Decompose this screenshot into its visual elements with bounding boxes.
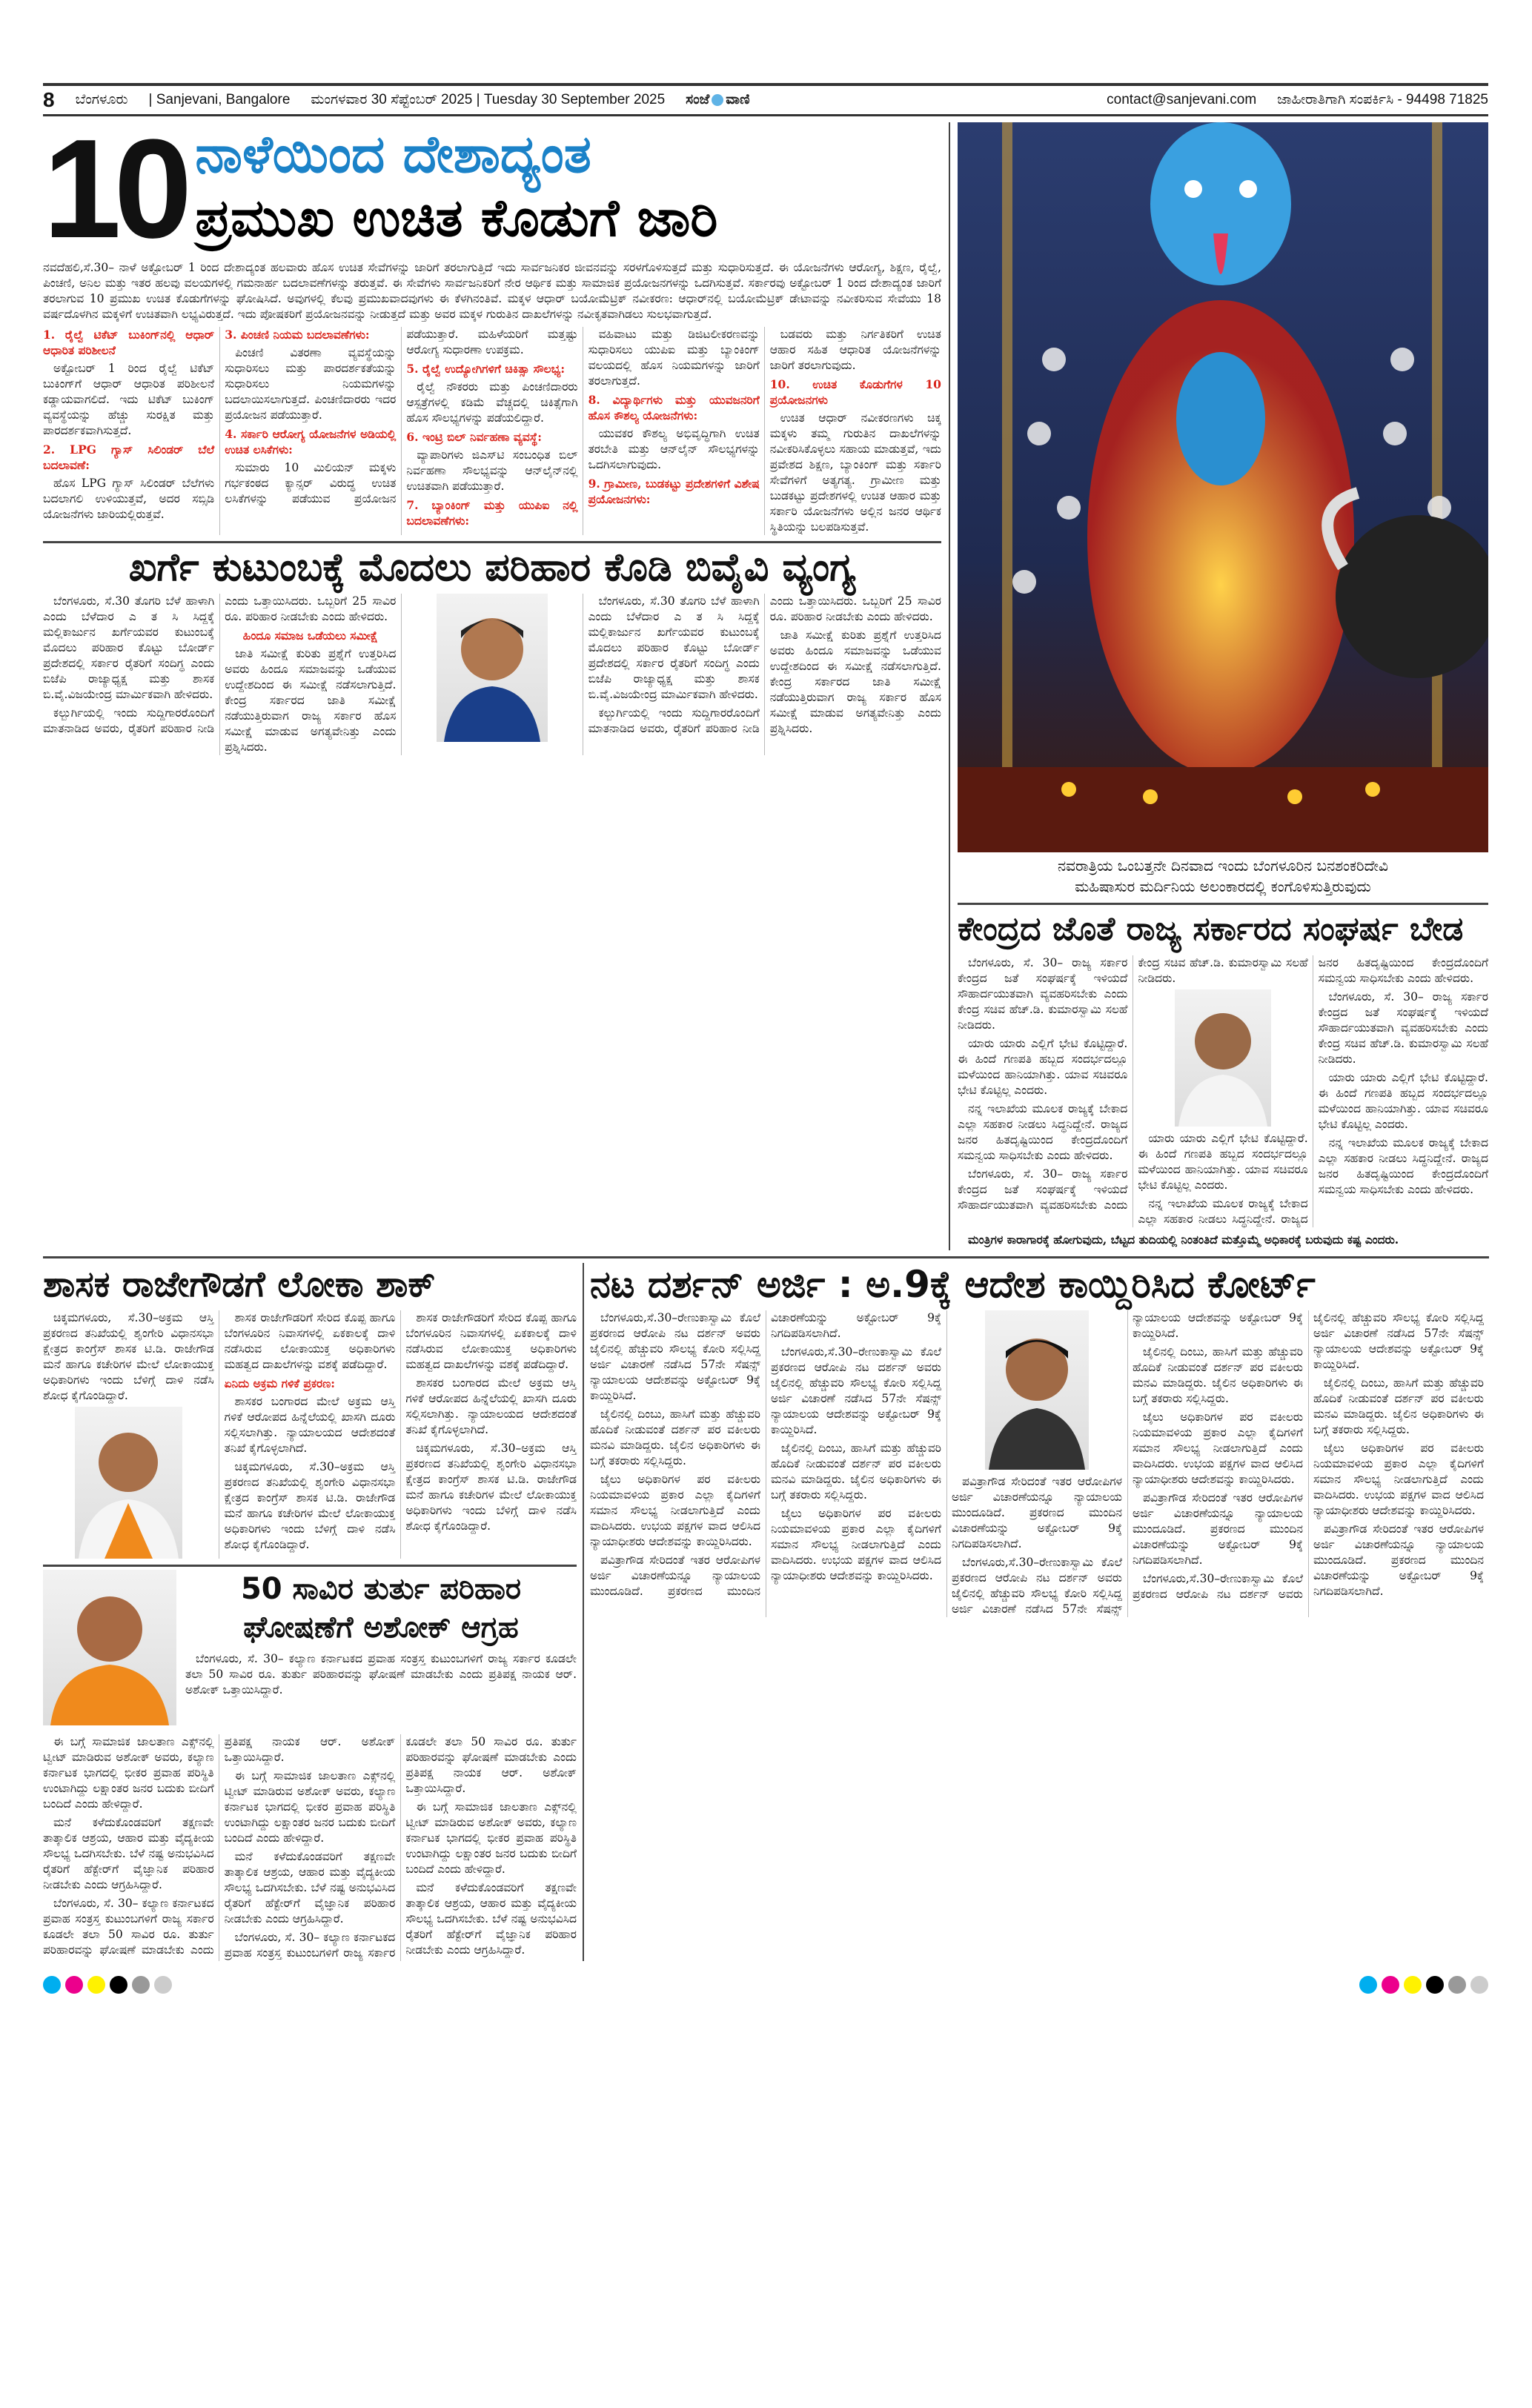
paragraph: ಬೆಂಗಳೂರು,ಸೆ.30–ರೇಣುಕಾಸ್ವಾಮಿ ಕೊಲೆ ಪ್ರಕರಣದ ಆರೋಪಿ ನಟ ದರ್ಶನ್ ಅವರು ಜೈಲಿನಲ್ಲಿ ಹೆಚ್ಚುವರಿ ಸೌಲಭ್ಯ ಕೋರಿ ಸಲ್ಲಿಸಿದ್ದ ಅರ್ಜಿ ವಿಚಾರಣೆ ನಡೆಸಿದ 57ನೇ ಸೆಷನ್ಸ್ ನ್ಯಾಯಾಲಯ ಆದೇಶವನ್ನು ಅಕ್ಟೋಬರ್ 9ಕ್ಕೆ ಕಾಯ್ದಿರಿಸಿದೆ.: [952, 1311, 1303, 1616]
lead-item-title: 8. ವಿದ್ಯಾರ್ಥಿಗಳು ಮತ್ತು ಯುವಜನರಿಗೆ ಹೊಸ ಕೌಶಲ್ಯ ಯೋಜನೆಗಳು:: [588, 393, 760, 422]
right-column-bottom: [590, 1263, 1484, 1961]
lead-headline-line1: ನಾಳೆಯಿಂದ ದೇಶಾದ್ಯಂತ: [195, 124, 591, 185]
paragraph: ಬೆಂಗಳೂರು, ಸೆ.30 ತೊಗರಿ ಬೆಳೆ ಹಾಳಾಗಿ ಎಂದು ಬೆಳೆದಾರ ಎ ತ ಸಿ ಸಿದ್ದಕ್ಕೆ ಮಲ್ಲಿಕಾರ್ಜುನ ಖರ್ಗೆಯವರ ಕುಟುಂಬಕ್ಕೆ ಮೊದಲು ಪರಿಹಾರ ಕೊಟ್ಟು ಬೋರ್ಡ್ ಪ್ರದೇಶದಲ್ಲಿ ಸರ್ಕಾರ ರೈತರಿಗೆ ಸಂದಿಗ್ಧ ಎಂದು ಬಿಜೆಪಿ ರಾಜ್ಯಾಧ್ಯಕ್ಷ ಮತ್ತು ಶಾಸಕ ಬಿ.ವೈ.ವಿಜಯೇಂದ್ರ ಮಾರ್ಮಿಕವಾಗಿ ಹೇಳಿದರು.: [43, 594, 215, 701]
registration-dot: [65, 1976, 83, 1994]
date: ಮಂಗಳವಾರ 30 ಸೆಪ್ಟೆಂಬರ್ 2025 | Tuesday 30 September 2025: [311, 92, 666, 107]
ad-contact: ಜಾಹೀರಾತಿಗಾಗಿ ಸಂಪರ್ಕಿಸಿ - 94498 71825: [1277, 92, 1488, 107]
paragraph: ಈ ಬಗ್ಗೆ ಸಾಮಾಜಿಕ ಜಾಲತಾಣ ಎಕ್ಸ್‌ನಲ್ಲಿ ಟ್ವೀಟ್ ಮಾಡಿರುವ ಅಶೋಕ್ ಅವರು, ಕಲ್ಯಾಣ ಕರ್ನಾಟಕ ಭಾಗದಲ್ಲಿ ಭೀಕರ ಪ್ರವಾಹ ಪರಿಸ್ಥಿತಿ ಉಂಟಾಗಿದ್ದು ಲಕ್ಷಾಂತರ ಜನರ ಬದುಕು ಬೀದಿಗೆ ಬಂದಿದೆ ಎಂದು ಹೇಳಿದ್ದಾರೆ.: [405, 1800, 577, 1876]
paragraph: ಜೈಲಿನಲ್ಲಿ ದಿಂಬು, ಹಾಸಿಗೆ ಮತ್ತು ಹೆಚ್ಚುವರಿ ಹೊದಿಕೆ ನೀಡುವಂತೆ ದರ್ಶನ್ ಪರ ವಕೀಲರು ಮನವಿ ಮಾಡಿದ್ದರು. ಜೈಲಿನ ಅಧಿಕಾರಿಗಳು ಈ ಬಗ್ಗೆ ತಕರಾರು ಸಲ್ಲಿಸಿದ್ದರು.: [771, 1442, 941, 1502]
contact-email[interactable]: contact@sanjevani.com: [1107, 92, 1257, 107]
paragraph: ಬೆಂಗಳೂರು, ಸೆ. 30– ರಾಜ್ಯ ಸರ್ಕಾರ ಕೇಂದ್ರದ ಜತೆ ಸಂಘರ್ಷಕ್ಕೆ ಇಳಿಯದೆ ಸೌಹಾರ್ದಯುತವಾಗಿ ವ್ಯವಹರಿಸಬೇಕು ಎಂದು ಕೇಂದ್ರ ಸಚಿವ ಹೆಚ್.ಡಿ. ಕುಮಾರಸ್ವಾಮಿ ಸಲಹೆ ನೀಡಿದರು.: [958, 956, 1128, 1032]
paragraph: ನನ್ನ ಇಲಾಖೆಯ ಮೂಲಕ ರಾಜ್ಯಕ್ಕೆ ಬೇಕಾದ ಎಲ್ಲಾ ಸಹಕಾರ ನೀಡಲು ಸಿದ್ಧನಿದ್ದೇನೆ. ರಾಜ್ಯದ ಜನರ ಹಿತದೃಷ್ಟಿಯಿಂದ ಕೇಂದ್ರದೊಂದಿಗೆ ಸಮನ್ವಯ ಸಾಧಿಸಬೇಕು ಎಂದು ಹೇಳಿದರು.: [958, 1102, 1128, 1162]
paragraph: ಮನೆ ಕಳೆದುಕೊಂಡವರಿಗೆ ತಕ್ಷಣವೇ ತಾತ್ಕಾಲಿಕ ಆಶ್ರಯ, ಆಹಾರ ಮತ್ತು ವೈದ್ಯಕೀಯ ಸೌಲಭ್ಯ ಒದಗಿಸಬೇಕು. ಬೆಳೆ ನಷ್ಟ ಅನುಭವಿಸಿದ ರೈತರಿಗೆ ಹೆಕ್ಟೇರ್‌ಗೆ ವೈಜ್ಞಾನಿಕ ಪರಿಹಾರ ನೀಡಬೇಕು ಎಂದು ಆಗ್ರಹಿಸಿದ್ದಾರೆ.: [43, 1816, 214, 1891]
registration-dot: [1359, 1976, 1377, 1994]
registration-dot: [110, 1976, 127, 1994]
rajegowda-portrait: [75, 1407, 182, 1559]
lead-item-title: 6. ಇಂಟ್ರಿ ಬಿಲ್ ನಿರ್ವಹಣಾ ವ್ಯವಸ್ಥೆ:: [406, 430, 543, 444]
left-column-bottom: [43, 1263, 577, 1961]
divider: [43, 541, 941, 543]
paragraph: ಜೈಲಿನಲ್ಲಿ ದಿಂಬು, ಹಾಸಿಗೆ ಮತ್ತು ಹೆಚ್ಚುವರಿ ಹೊದಿಕೆ ನೀಡುವಂತೆ ದರ್ಶನ್ ಪರ ವಕೀಲರು ಮನವಿ ಮಾಡಿದ್ದರು. ಜೈಲಿನ ಅಧಿಕಾರಿಗಳು ಈ ಬಗ್ಗೆ ತಕರಾರು ಸಲ್ಲಿಸಿದ್ದರು.: [1133, 1345, 1303, 1405]
paragraph: ಜೈಲು ಅಧಿಕಾರಿಗಳ ಪರ ವಕೀಲರು ನಿಯಮಾವಳಿಯ ಪ್ರಕಾರ ಎಲ್ಲಾ ಕೈದಿಗಳಿಗೆ ಸಮಾನ ಸೌಲಭ್ಯ ನೀಡಲಾಗುತ್ತಿದೆ ಎಂದು ವಾದಿಸಿದರು. ಉಭಯ ಪಕ್ಷಗಳ ವಾದ ಆಲಿಸಿದ ನ್ಯಾಯಾಧೀಶರು ಆದೇಶವನ್ನು ಕಾಯ್ದಿರಿಸಿದರು.: [1133, 1410, 1303, 1486]
lead-item-title: 9. ಗ್ರಾಮೀಣ, ಬುಡಕಟ್ಟು ಪ್ರದೇಶಗಳಿಗೆ ವಿಶೇಷ ಪ್ರಯೋಜನಗಳು:: [588, 477, 760, 506]
lead-item-title: 7. ಬ್ಯಾಂಕಿಂಗ್ ಮತ್ತು ಯುಪಿಐ ನಲ್ಲಿ ಬದಲಾವಣೆಗಳು:: [406, 498, 578, 528]
divider: [43, 1565, 577, 1567]
ashok-body: [43, 1734, 577, 1961]
lead-item-text: ಉಚಿತ ಆಧಾರ್ ನವೀಕರಣಗಳು ಚಿಕ್ಕ ಮಕ್ಕಳು ತಮ್ಮ ಗುರುತಿನ ದಾಖಲೆಗಳನ್ನು ನವೀಕರಿಸಿಕೊಳ್ಳಲು ಸಹಾಯ ಮಾಡುತ್ತವೆ, ಇದು ಪ್ರವೇಶದ ಶಿಕ್ಷಣ, ಬ್ಯಾಂಕಿಂಗ್ ಮತ್ತು ಸರ್ಕಾರಿ ಸೇವೆಗಳಿಗೆ ಅತ್ಯಗತ್ಯ. ಗ್ರಾಮೀಣ ಮತ್ತು ಬುಡಕಟ್ಟು ಪ್ರದೇಶಗಳಲ್ಲಿ ಉಚಿತ ಆಹಾರ ಮತ್ತು ಸರ್ಕಾರಿ ಯೋಜನೆಗಳು ಅಲ್ಲಿನ ಜನರ ಆರ್ಥಿಕ ಸ್ಥಿತಿಯನ್ನು ಬಲಪಡಿಸುತ್ತವೆ.: [769, 411, 941, 534]
ashok-headline: 50 ಸಾವಿರ ತುರ್ತು ಪರಿಹಾರ ಘೋಷಣೆಗೆ ಅಶೋಕ್ ಆಗ್ರಹ: [240, 1572, 522, 1645]
paragraph: ಮನೆ ಕಳೆದುಕೊಂಡವರಿಗೆ ತಕ್ಷಣವೇ ತಾತ್ಕಾಲಿಕ ಆಶ್ರಯ, ಆಹಾರ ಮತ್ತು ವೈದ್ಯಕೀಯ ಸೌಲಭ್ಯ ಒದಗಿಸಬೇಕು. ಬೆಳೆ ನಷ್ಟ ಅನುಭವಿಸಿದ ರೈತರಿಗೆ ಹೆಕ್ಟೇರ್‌ಗೆ ವೈಜ್ಞಾನಿಕ ಪರಿಹಾರ ನೀಡಬೇಕು ಎಂದು ಆಗ್ರಹಿಸಿದ್ದಾರೆ.: [224, 1850, 396, 1926]
registration-dot: [1470, 1976, 1488, 1994]
kendra-body: [958, 955, 1488, 1227]
paragraph: ಪವಿತ್ರಾಗೌಡ ಸೇರಿದಂತೆ ಇತರ ಆರೋಪಿಗಳ ಅರ್ಜಿ ವಿಚಾರಣೆಯನ್ನೂ ನ್ಯಾಯಾಲಯ ಮುಂದೂಡಿದೆ. ಪ್ರಕರಣದ ಮುಂದಿನ ವಿಚಾರಣೆಯನ್ನು ಅಕ್ಟೋಬರ್ 9ಕ್ಕೆ ನಿಗದಿಪಡಿಸಲಾಗಿದೆ.: [952, 1475, 1122, 1550]
paragraph: ಬೆಂಗಳೂರು,ಸೆ.30–ರೇಣುಕಾಸ್ವಾಮಿ ಕೊಲೆ ಪ್ರಕರಣದ ಆರೋಪಿ ನಟ ದರ್ಶನ್ ಅವರು ಜೈಲಿನಲ್ಲಿ ಹೆಚ್ಚುವರಿ ಸೌಲಭ್ಯ ಕೋರಿ ಸಲ್ಲಿಸಿದ್ದ ಅರ್ಜಿ ವಿಚಾರಣೆ ನಡೆಸಿದ 57ನೇ ಸೆಷನ್ಸ್ ನ್ಯಾಯಾಲಯ ಆದೇಶವನ್ನು ಅಕ್ಟೋಬರ್ 9ಕ್ಕೆ ಕಾಯ್ದಿರಿಸಿದೆ.: [771, 1345, 941, 1436]
lead-item-title: 5. ರೈಲ್ವೆ ಉದ್ಯೋಗಿಗಳಿಗೆ ಚಿಕಿತ್ಸಾ ಸೌಲಭ್ಯ:: [406, 362, 566, 376]
registration-marks-left: [43, 1976, 172, 1994]
newspaper-logo: [686, 92, 749, 108]
paragraph: ಶಾಸಕ ರಾಜೇಗೌಡರಿಗೆ ಸೇರಿದ ಕೊಪ್ಪ ಹಾಗೂ ಬೆಂಗಳೂರಿನ ನಿವಾಸಗಳಲ್ಲಿ ಏಕಕಾಲಕ್ಕೆ ದಾಳಿ ನಡೆಸಿರುವ ಲೋಕಾಯುಕ್ತ ಅಧಿಕಾರಿಗಳು ಮಹತ್ವದ ದಾಖಲೆಗಳನ್ನು ವಶಕ್ಕೆ ಪಡೆದಿದ್ದಾರೆ.: [405, 1311, 577, 1371]
paragraph: ಶಾಸಕರ ಬಂಗಾರದ ಮೇಲೆ ಅಕ್ರಮ ಆಸ್ತಿ ಗಳಿಕೆ ಆರೋಪದ ಹಿನ್ನೆಲೆಯಲ್ಲಿ ಖಾಸಗಿ ದೂರು ಸಲ್ಲಿಸಲಾಗಿತ್ತು. ನ್ಯಾಯಾಲಯದ ಆದೇಶದಂತೆ ತನಿಖೆ ಕೈಗೊಳ್ಳಲಾಗಿದೆ.: [405, 1376, 577, 1436]
edition: | Sanjevani, Bangalore: [148, 92, 291, 107]
paragraph: ಚಿಕ್ಕಮಗಳೂರು, ಸೆ.30–ಅಕ್ರಮ ಆಸ್ತಿ ಪ್ರಕರಣದ ತನಿಖೆಯಲ್ಲಿ ಶೃಂಗೇರಿ ವಿಧಾನಸಭಾ ಕ್ಷೇತ್ರದ ಕಾಂಗ್ರೆಸ್ ಶಾಸಕ ಟಿ.ಡಿ. ರಾಜೇಗೌಡ ಮನೆ ಹಾಗೂ ಕಚೇರಿಗಳ ಮೇಲೆ ಲೋಕಾಯುಕ್ತ ಅಧಿಕಾರಿಗಳು ಇಂದು ಬೆಳಿಗ್ಗೆ ದಾಳಿ ನಡೆಸಿ ಶೋಧ ಕೈಗೊಂಡಿದ್ದಾರೆ.: [43, 1311, 214, 1402]
ashok-portrait: [43, 1570, 176, 1725]
lead-item-text: ರೈಲ್ವೆ ನೌಕರರು ಮತ್ತು ಪಿಂಚಣಿದಾರರು ಆಸ್ಪತ್ರೆಗಳಲ್ಲಿ ಕಡಿಮೆ ವೆಚ್ಚದಲ್ಲಿ ಚಿಕಿತ್ಸೆಗಾಗಿ ಹೊಸ ಸೌಲಭ್ಯಗಳನ್ನು ಪಡೆಯಲಿದ್ದಾರೆ.: [406, 380, 578, 425]
logo-left: ಸಂಜೆ: [686, 92, 710, 107]
registration-dot: [132, 1976, 150, 1994]
rajegowda-subhead: ಏನಿದು ಅಕ್ರಮ ಗಳಿಕೆ ಪ್ರಕರಣ:: [224, 1376, 335, 1390]
darshan-headline: ನಟ ದರ್ಶನ್ ಅರ್ಜಿ : ಅ.9ಕ್ಕೆ ಆದೇಶ ಕಾಯ್ದಿರಿಸಿದ ಕೋರ್ಟ್: [590, 1263, 1316, 1306]
paragraph: ಬೆಂಗಳೂರು, ಸೆ. 30– ಕಲ್ಯಾಣ ಕರ್ನಾಟಕದ ಪ್ರವಾಹ ಸಂತ್ರಸ್ತ ಕುಟುಂಬಗಳಿಗೆ ರಾಜ್ಯ ಸರ್ಕಾರ ಕೂಡಲೇ ತಲಾ 50 ಸಾವಿರ ರೂ. ತುರ್ತು ಪರಿಹಾರವನ್ನು ಘೋಷಣೆ ಮಾಡಬೇಕು ಎಂದು ಪ್ರತಿಪಕ್ಷ ನಾಯಕ ಆರ್. ಅಶೋಕ್ ಒತ್ತಾಯಿಸಿದ್ದಾರೆ.: [224, 1735, 577, 1960]
lead-item-text: ಅಕ್ಟೋಬರ್ 1 ರಿಂದ ರೈಲ್ವೆ ಟಿಕೆಟ್ ಬುಕಿಂಗ್‌ಗೆ ಆಧಾರ್ ಆಧಾರಿತ ಪರಿಶೀಲನೆ ಕಡ್ಡಾಯವಾಗಲಿದೆ. ಇದು ಟಿಕೆಟ್ ಬುಕಿಂಗ್ ವ್ಯವಸ್ಥೆಯನ್ನು ಹೆಚ್ಚು ಸುರಕ್ಷಿತ ಮತ್ತು ಪಾರದರ್ಶಕವಾಗಿಸುತ್ತದೆ.: [43, 362, 215, 437]
lead-item-title: 3. ಪಿಂಚಣಿ ನಿಯಮ ಬದಲಾವಣೆಗಳು:: [225, 328, 370, 342]
paragraph: ಈ ಬಗ್ಗೆ ಸಾಮಾಜಿಕ ಜಾಲತಾಣ ಎಕ್ಸ್‌ನಲ್ಲಿ ಟ್ವೀಟ್ ಮಾಡಿರುವ ಅಶೋಕ್ ಅವರು, ಕಲ್ಯಾಣ ಕರ್ನಾಟಕ ಭಾಗದಲ್ಲಿ ಭೀಕರ ಪ್ರವಾಹ ಪರಿಸ್ಥಿತಿ ಉಂಟಾಗಿದ್ದು ಲಕ್ಷಾಂತರ ಜನರ ಬದುಕು ಬೀದಿಗೆ ಬಂದಿದೆ ಎಂದು ಹೇಳಿದ್ದಾರೆ.: [224, 1769, 396, 1845]
kharge-headline: ಖರ್ಗೆ ಕುಟುಂಬಕ್ಕೆ ಮೊದಲು ಪರಿಹಾರ ಕೊಡಿ ಬಿವೈವಿ ವ್ಯಂಗ್ಯ: [128, 545, 856, 590]
registration-dot: [1404, 1976, 1422, 1994]
logo-globe-icon: [712, 94, 723, 106]
paragraph: ಬೆಂಗಳೂರು, ಸೆ. 30– ಕಲ್ಯಾಣ ಕರ್ನಾಟಕದ ಪ್ರವಾಹ ಸಂತ್ರಸ್ತ ಕುಟುಂಬಗಳಿಗೆ ರಾಜ್ಯ ಸರ್ಕಾರ ಕೂಡಲೇ ತಲಾ 50 ಸಾವಿರ ರೂ. ತುರ್ತು ಪರಿಹಾರವನ್ನು ಘೋಷಣೆ ಮಾಡಬೇಕು ಎಂದು ಪ್ರತಿಪಕ್ಷ ನಾಯಕ ಆರ್. ಅಶೋಕ್ ಒತ್ತಾಯಿಸಿದ್ದಾರೆ.: [43, 1735, 396, 1957]
registration-dot: [1426, 1976, 1444, 1994]
section-name: ಬೆಂಗಳೂರು: [75, 92, 128, 107]
paragraph: ಪವಿತ್ರಾಗೌಡ ಸೇರಿದಂತೆ ಇತರ ಆರೋಪಿಗಳ ಅರ್ಜಿ ವಿಚಾರಣೆಯನ್ನೂ ನ್ಯಾಯಾಲಯ ಮುಂದೂಡಿದೆ. ಪ್ರಕರಣದ ಮುಂದಿನ ವಿಚಾರಣೆಯನ್ನು ಅಕ್ಟೋಬರ್ 9ಕ್ಕೆ ನಿಗದಿಪಡಿಸಲಾಗಿದೆ.: [590, 1311, 941, 1598]
paragraph: ಶಾಸಕ ರಾಜೇಗೌಡರಿಗೆ ಸೇರಿದ ಕೊಪ್ಪ ಹಾಗೂ ಬೆಂಗಳೂರಿನ ನಿವಾಸಗಳಲ್ಲಿ ಏಕಕಾಲಕ್ಕೆ ದಾಳಿ ನಡೆಸಿರುವ ಲೋಕಾಯುಕ್ತ ಅಧಿಕಾರಿಗಳು ಮಹತ್ವದ ದಾಖಲೆಗಳನ್ನು ವಶಕ್ಕೆ ಪಡೆದಿದ್ದಾರೆ.: [224, 1311, 396, 1371]
lead-item-text: ವ್ಯಾಪಾರಿಗಳು ಜಿಎಸ್‌ಟಿ ಸಂಬಂಧಿತ ಬಿಲ್ ನಿರ್ವಹಣಾ ಸೌಲಭ್ಯವನ್ನು ಆನ್‌ಲೈನ್‌ನಲ್ಲಿ ಉಚಿತವಾಗಿ ಪಡೆಯುತ್ತಾರೆ.: [406, 448, 578, 493]
kendra-headline: ಕೇಂದ್ರದ ಜೊತೆ ರಾಜ್ಯ ಸರ್ಕಾರದ ಸಂಘರ್ಷ ಬೇಡ: [958, 910, 1464, 948]
lead-intro: [43, 260, 941, 322]
lead-item-text: ಪಿಂಚಣಿ ವಿತರಣಾ ವ್ಯವಸ್ಥೆಯನ್ನು ಸುಧಾರಿಸಲು ಮತ್ತು ಪಾರದರ್ಶಕತೆಯನ್ನು ಸುಧಾರಿಸಲು ನಿಯಮಗಳನ್ನು ಬದಲಾಯಿಸಲಾಗುತ್ತದೆ. ಪಿಂಚಣಿದಾರರು ಇದರ ಪ್ರಯೋಜನ ಪಡೆಯುತ್ತಾರೆ.: [225, 346, 397, 422]
kharge-body: [43, 594, 941, 755]
lead-header: [43, 110, 941, 268]
lead-item-text: ವಹಿವಾಟು ಮತ್ತು ಡಿಜಿಟಲೀಕರಣವನ್ನು ಸುಧಾರಿಸಲು ಯುಪಿಐ ಮತ್ತು ಬ್ಯಾಂಕಿಂಗ್ ವಲಯದಲ್ಲಿ ಹೊಸ ನಿಯಮಗಳನ್ನು ಜಾರಿಗೆ ತರಲಾಗುತ್ತದೆ.: [588, 328, 760, 388]
lead-item-text: ಹೊಸ LPG ಗ್ಯಾಸ್ ಸಿಲಿಂಡರ್ ಬೆಲೆಗಳು ಬದಲಾಗಲಿ ಉಳಿಯುತ್ತವೆ, ಅದರ ಸಬ್ಸಿಡಿ ಯೋಜನೆಗಳು ಜಾರಿಯಲ್ಲಿರುತ್ತವೆ.: [43, 477, 215, 521]
paragraph: ಶಾಸಕರ ಬಂಗಾರದ ಮೇಲೆ ಅಕ್ರಮ ಆಸ್ತಿ ಗಳಿಕೆ ಆರೋಪದ ಹಿನ್ನೆಲೆಯಲ್ಲಿ ಖಾಸಗಿ ದೂರು ಸಲ್ಲಿಸಲಾಗಿತ್ತು. ನ್ಯಾಯಾಲಯದ ಆದೇಶದಂತೆ ತನಿಖೆ ಕೈಗೊಳ್ಳಲಾಗಿದೆ.: [224, 1395, 396, 1455]
vijayendra-portrait: [437, 594, 548, 742]
left-column-top: [43, 110, 941, 1250]
lead-item-title: 1. ರೈಲ್ವೆ ಟಿಕೆಟ್ ಬುಕಿಂಗ್‌ನಲ್ಲಿ ಆಧಾರ್ ಆಧಾರಿತ ಪರಿಶೀಲನೆ: [43, 328, 215, 357]
paragraph: ಕಲ್ಬುರ್ಗಿಯಲ್ಲಿ ಇಂದು ಸುದ್ದಿಗಾರರೊಂದಿಗೆ ಮಾತನಾಡಿದ ಅವರು, ರೈತರಿಗೆ ಪರಿಹಾರ ನೀಡಿ ಎಂದು ಒತ್ತಾಯಿಸಿದರು. ಒಬ್ಬರಿಗೆ 25 ಸಾವಿರ ರೂ. ಪರಿಹಾರ ನೀಡಬೇಕು ಎಂದು ಹೇಳಿದರು.: [43, 594, 397, 735]
paragraph: ಯಾರು ಯಾರು ಎಲ್ಲಿಗೆ ಭೇಟಿ ಕೊಟ್ಟಿದ್ದಾರೆ. ಈ ಹಿಂದೆ ಗಣಪತಿ ಹಬ್ಬದ ಸಂದರ್ಭದಲ್ಲೂ ಮಳೆಯಿಂದ ಹಾನಿಯಾಗಿತ್ತು. ಯಾವ ಸಚಿವರೂ ಭೇಟಿ ಕೊಟ್ಟಿಲ್ಲ ಎಂದರು.: [1318, 1071, 1488, 1131]
registration-dot: [154, 1976, 172, 1994]
paragraph: ಯಾರು ಯಾರು ಎಲ್ಲಿಗೆ ಭೇಟಿ ಕೊಟ್ಟಿದ್ದಾರೆ. ಈ ಹಿಂದೆ ಗಣಪತಿ ಹಬ್ಬದ ಸಂದರ್ಭದಲ್ಲೂ ಮಳೆಯಿಂದ ಹಾನಿಯಾಗಿತ್ತು. ಯಾವ ಸಚಿವರೂ ಭೇಟಿ ಕೊಟ್ಟಿಲ್ಲ ಎಂದರು.: [958, 1037, 1128, 1097]
right-column-top: [958, 122, 1488, 1250]
divider: [958, 903, 1488, 905]
kendra-footer-text: ಮಂತ್ರಿಗಳ ಕಾರಾಗಾರಕ್ಕೆ ಹೋಗುವುದು, ಬೆಟ್ಟದ ತುದಿಯಲ್ಲಿ ನಿಂತಂತಿದೆ ಮತ್ತೊಮ್ಮೆ ಅಧಿಕಾರಕ್ಕೆ ಬರುವುದು ಕಷ್ಟ ಎಂದರು.: [968, 1233, 1399, 1247]
kumaraswamy-portrait: [1175, 989, 1271, 1127]
lead-item-text: ಬಡವರು ಮತ್ತು ನಿರ್ಗತಿಕರಿಗೆ ಉಚಿತ ಆಹಾರ ಸಹಿತ ಆಧಾರಿತ ಯೋಜನೆಗಳನ್ನು ಜಾರಿಗೆ ತರಲಾಗುವುದು.: [769, 328, 941, 372]
masthead: [43, 83, 1488, 116]
paragraph: ಜೈಲು ಅಧಿಕಾರಿಗಳ ಪರ ವಕೀಲರು ನಿಯಮಾವಳಿಯ ಪ್ರಕಾರ ಎಲ್ಲಾ ಕೈದಿಗಳಿಗೆ ಸಮಾನ ಸೌಲಭ್ಯ ನೀಡಲಾಗುತ್ತಿದೆ ಎಂದು ವಾದಿಸಿದರು. ಉಭಯ ಪಕ್ಷಗಳ ವಾದ ಆಲಿಸಿದ ನ್ಯಾಯಾಧೀಶರು ಆದೇಶವನ್ನು ಕಾಯ್ದಿರಿಸಿದರು.: [771, 1507, 941, 1582]
page-number: 8: [43, 88, 55, 111]
column-divider: [583, 1263, 584, 1961]
paragraph: ಜೈಲು ಅಧಿಕಾರಿಗಳ ಪರ ವಕೀಲರು ನಿಯಮಾವಳಿಯ ಪ್ರಕಾರ ಎಲ್ಲಾ ಕೈದಿಗಳಿಗೆ ಸಮಾನ ಸೌಲಭ್ಯ ನೀಡಲಾಗುತ್ತಿದೆ ಎಂದು ವಾದಿಸಿದರು. ಉಭಯ ಪಕ್ಷಗಳ ವಾದ ಆಲಿಸಿದ ನ್ಯಾಯಾಧೀಶರು ಆದೇಶವನ್ನು ಕಾಯ್ದಿರಿಸಿದರು.: [1313, 1442, 1484, 1517]
paragraph: ಬೆಂಗಳೂರು, ಸೆ. 30– ರಾಜ್ಯ ಸರ್ಕಾರ ಕೇಂದ್ರದ ಜತೆ ಸಂಘರ್ಷಕ್ಕೆ ಇಳಿಯದೆ ಸೌಹಾರ್ದಯುತವಾಗಿ ವ್ಯವಹರಿಸಬೇಕು ಎಂದು ಕೇಂದ್ರ ಸಚಿವ ಹೆಚ್.ಡಿ. ಕುಮಾರಸ್ವಾಮಿ ಸಲಹೆ ನೀಡಿದರು.: [958, 956, 1308, 1212]
registration-dot: [1448, 1976, 1466, 1994]
lead-item-title: 4. ಸರ್ಕಾರಿ ಆರೋಗ್ಯ ಯೋಜನೆಗಳ ಅಡಿಯಲ್ಲಿ ಉಚಿತ ಲಸಿಕೆಗಳು:: [225, 427, 397, 457]
paragraph: ಚಿಕ್ಕಮಗಳೂರು, ಸೆ.30–ಅಕ್ರಮ ಆಸ್ತಿ ಪ್ರಕರಣದ ತನಿಖೆಯಲ್ಲಿ ಶೃಂಗೇರಿ ವಿಧಾನಸಭಾ ಕ್ಷೇತ್ರದ ಕಾಂಗ್ರೆಸ್ ಶಾಸಕ ಟಿ.ಡಿ. ರಾಜೇಗೌಡ ಮನೆ ಹಾಗೂ ಕಚೇರಿಗಳ ಮೇಲೆ ಲೋಕಾಯುಕ್ತ ಅಧಿಕಾರಿಗಳು ಇಂದು ಬೆಳಿಗ್ಗೆ ದಾಳಿ ನಡೆಸಿ ಶೋಧ ಕೈಗೊಂಡಿದ್ದಾರೆ.: [224, 1460, 396, 1551]
registration-marks: [43, 1976, 1488, 1994]
paragraph: ಬೆಂಗಳೂರು,ಸೆ.30–ರೇಣುಕಾಸ್ವಾಮಿ ಕೊಲೆ ಪ್ರಕರಣದ ಆರೋಪಿ ನಟ ದರ್ಶನ್ ಅವರು ಜೈಲಿನಲ್ಲಿ ಹೆಚ್ಚುವರಿ ಸೌಲಭ್ಯ ಕೋರಿ ಸಲ್ಲಿಸಿದ್ದ ಅರ್ಜಿ ವಿಚಾರಣೆ ನಡೆಸಿದ 57ನೇ ಸೆಷನ್ಸ್ ನ್ಯಾಯಾಲಯ ಆದೇಶವನ್ನು ಅಕ್ಟೋಬರ್ 9ಕ್ಕೆ ಕಾಯ್ದಿರಿಸಿದೆ.: [1133, 1311, 1484, 1601]
lead-intro-text: ನವದೆಹಲಿ,ಸೆ.30– ನಾಳೆ ಅಕ್ಟೋಬರ್ 1 ರಿಂದ ದೇಶಾದ್ಯಂತ ಹಲವಾರು ಹೊಸ ಉಚಿತ ಸೇವೆಗಳನ್ನು ಜಾರಿಗೆ ತರಲಾಗುತ್ತಿದೆ ಇದು ಸಾರ್ವಜನಿಕರ ಜೀವನವನ್ನು ಸರಳಗೊಳಿಸುತ್ತದೆ ಮತ್ತು ಸುಧಾರಿಸುತ್ತದೆ. ಈ ಯೋಜನೆಗಳು ಆರೋಗ್ಯ, ಶಿಕ್ಷಣ, ರೈಲ್ವೆ, ಪಿಂಚಣಿ, ಅನಿಲ ಮತ್ತು ಇತರ ಹಲವು ವಲಯಗಳಲ್ಲಿ ಗಮನಾರ್ಹ ಬದಲಾವಣೆಗಳನ್ನು ತರುತ್ತವೆ. ಈ ಸೇವೆಗಳು ಸಾರ್ವಜನಿಕರಿಗೆ ನೇರ ಆರ್ಥಿಕ ಮತ್ತು ಸಾಮಾಜಿಕ ಪ್ರಯೋಜನಗಳನ್ನು ಒದಗಿಸುತ್ತವೆ. ಸರ್ಕಾರವು ಅಕ್ಟೋಬರ್ 1 ರಿಂದ ದೇಶಾದ್ಯಂತ ಜಾರಿಗೆ ತರಲಾಗುವ 10 ಪ್ರಮುಖ ಉಚಿತ ಕೊಡುಗೆಗಳನ್ನು ಘೋಷಿಸಿದೆ. ಅವುಗಳಲ್ಲಿ ಕೆಲವು ಪ್ರಮುಖವಾದವುಗಳು ಈ ಕೆಳಗಿನಂತಿವೆ. ಮಕ್ಕಳ ಆಧಾರ್ ಬಯೋಮೆಟ್ರಿಕ್ ನವೀಕರಣ: ಆಧಾರ್‌ನಲ್ಲಿ ಬಯೋಮೆಟ್ರಿಕ್ ಡೇಟಾವನ್ನು ನವೀಕರಿಸುವ ಸೇವೆಯು 18 ವರ್ಷದೊಳಗಿನ ಮಕ್ಕಳಿಗೆ ಉಚಿತವಾಗಿ ಲಭ್ಯವಿರುತ್ತದೆ. ಇದು ಪೋಷಕರಿಗೆ ಪ್ರಯೋಜನವನ್ನು ನೀಡುತ್ತದೆ ಮತ್ತು ಅವರ ಮಕ್ಕಳ ಗುರುತಿನ ದಾಖಲೆಗಳನ್ನು ನವೀಕೃತವಾಗಿಡಲು ಸುಲಭವಾಗುತ್ತದೆ.: [43, 261, 941, 321]
paragraph: ಯಾರು ಯಾರು ಎಲ್ಲಿಗೆ ಭೇಟಿ ಕೊಟ್ಟಿದ್ದಾರೆ. ಈ ಹಿಂದೆ ಗಣಪತಿ ಹಬ್ಬದ ಸಂದರ್ಭದಲ್ಲೂ ಮಳೆಯಿಂದ ಹಾನಿಯಾಗಿತ್ತು. ಯಾವ ಸಚಿವರೂ ಭೇಟಿ ಕೊಟ್ಟಿಲ್ಲ ಎಂದರು.: [1138, 1132, 1308, 1192]
goddess-photo: [958, 122, 1488, 852]
paragraph: ಬೆಂಗಳೂರು, ಸೆ.30 ತೊಗರಿ ಬೆಳೆ ಹಾಳಾಗಿ ಎಂದು ಬೆಳೆದಾರ ಎ ತ ಸಿ ಸಿದ್ದಕ್ಕೆ ಮಲ್ಲಿಕಾರ್ಜುನ ಖರ್ಗೆಯವರ ಕುಟುಂಬಕ್ಕೆ ಮೊದಲು ಪರಿಹಾರ ಕೊಟ್ಟು ಬೋರ್ಡ್ ಪ್ರದೇಶದಲ್ಲಿ ಸರ್ಕಾರ ರೈತರಿಗೆ ಸಂದಿಗ್ಧ ಎಂದು ಬಿಜೆಪಿ ರಾಜ್ಯಾಧ್ಯಕ್ಷ ಮತ್ತು ಶಾಸಕ ಬಿ.ವೈ.ವಿಜಯೇಂದ್ರ ಮಾರ್ಮಿಕವಾಗಿ ಹೇಳಿದರು.: [588, 594, 760, 701]
paragraph: ಬೆಂಗಳೂರು, ಸೆ. 30– ಕಲ್ಯಾಣ ಕರ್ನಾಟಕದ ಪ್ರವಾಹ ಸಂತ್ರಸ್ತ ಕುಟುಂಬಗಳಿಗೆ ರಾಜ್ಯ ಸರ್ಕಾರ ಕೂಡಲೇ ತಲಾ 50 ಸಾವಿರ ರೂ. ತುರ್ತು ಪರಿಹಾರವನ್ನು ಘೋಷಣೆ ಮಾಡಬೇಕು ಎಂದು ಪ್ರತಿಪಕ್ಷ ನಾಯಕ ಆರ್. ಅಶೋಕ್ ಒತ್ತಾಯಿಸಿದ್ದಾರೆ.: [185, 1652, 577, 1696]
registration-dot: [87, 1976, 105, 1994]
registration-dot: [43, 1976, 61, 1994]
rajegowda-body: [43, 1310, 577, 1559]
paragraph: ಜಾತಿ ಸಮೀಕ್ಷೆ ಕುರಿತು ಪ್ರಶ್ನೆಗೆ ಉತ್ತರಿಸಿದ ಅವರು ಹಿಂದೂ ಸಮಾಜವನ್ನು ಒಡೆಯುವ ಉದ್ದೇಶದಿಂದ ಈ ಸಮೀಕ್ಷೆ ನಡೆಸಲಾಗುತ್ತಿದೆ. ಕೇಂದ್ರ ಸರ್ಕಾರದ ಜಾತಿ ಸಮೀಕ್ಷೆ ನಡೆಯುತ್ತಿರುವಾಗ ರಾಜ್ಯ ಸರ್ಕಾರ ಹೊಸ ಸಮೀಕ್ಷೆ ಮಾಡುವ ಅಗತ್ಯವೇನಿತ್ತು ಎಂದು ಪ್ರಶ್ನಿಸಿದರು.: [225, 647, 397, 754]
paragraph: ಬೆಂಗಳೂರು,ಸೆ.30–ರೇಣುಕಾಸ್ವಾಮಿ ಕೊಲೆ ಪ್ರಕರಣದ ಆರೋಪಿ ನಟ ದರ್ಶನ್ ಅವರು ಜೈಲಿನಲ್ಲಿ ಹೆಚ್ಚುವರಿ ಸೌಲಭ್ಯ ಕೋರಿ ಸಲ್ಲಿಸಿದ್ದ ಅರ್ಜಿ ವಿಚಾರಣೆ ನಡೆಸಿದ 57ನೇ ಸೆಷನ್ಸ್ ನ್ಯಾಯಾಲಯ ಆದೇಶವನ್ನು ಅಕ್ಟೋಬರ್ 9ಕ್ಕೆ ಕಾಯ್ದಿರಿಸಿದೆ.: [590, 1311, 760, 1402]
paragraph: ಮನೆ ಕಳೆದುಕೊಂಡವರಿಗೆ ತಕ್ಷಣವೇ ತಾತ್ಕಾಲಿಕ ಆಶ್ರಯ, ಆಹಾರ ಮತ್ತು ವೈದ್ಯಕೀಯ ಸೌಲಭ್ಯ ಒದಗಿಸಬೇಕು. ಬೆಳೆ ನಷ್ಟ ಅನುಭವಿಸಿದ ರೈತರಿಗೆ ಹೆಕ್ಟೇರ್‌ಗೆ ವೈಜ್ಞಾನಿಕ ಪರಿಹಾರ ನೀಡಬೇಕು ಎಂದು ಆಗ್ರಹಿಸಿದ್ದಾರೆ.: [405, 1881, 577, 1957]
column-divider: [949, 122, 950, 1250]
rajegowda-headline: ಶಾಸಕ ರಾಜೇಗೌಡಗೆ ಲೋಕಾ ಶಾಕ್: [43, 1264, 436, 1305]
caption-line2: ಮಹಿಷಾಸುರ ಮರ್ದಿನಿಯ ಅಲಂಕಾರದಲ್ಲಿ ಕಂಗೊಳಿಸುತ್ತಿರುವುದು: [1075, 878, 1371, 895]
darshan-body: [590, 1310, 1484, 1617]
lead-item-title: 2. LPG ಗ್ಯಾಸ್ ಸಿಲಿಂಡರ್ ಬೆಲೆ ಬದಲಾವಣೆ:: [43, 442, 215, 472]
kendra-footer: [958, 1232, 1488, 1247]
lead-item-text: ಯುವಕರ ಕೌಶಲ್ಯ ಅಭಿವೃದ್ಧಿಗಾಗಿ ಉಚಿತ ತರಬೇತಿ ಮತ್ತು ಆನ್‌ಲೈನ್ ಸೌಲಭ್ಯಗಳನ್ನು ಒದಗಿಸಲಾಗುವುದು.: [588, 427, 760, 471]
paragraph: ಬೆಂಗಳೂರು, ಸೆ. 30– ರಾಜ್ಯ ಸರ್ಕಾರ ಕೇಂದ್ರದ ಜತೆ ಸಂಘರ್ಷಕ್ಕೆ ಇಳಿಯದೆ ಸೌಹಾರ್ದಯುತವಾಗಿ ವ್ಯವಹರಿಸಬೇಕು ಎಂದು ಕೇಂದ್ರ ಸಚಿವ ಹೆಚ್.ಡಿ. ಕುಮಾರಸ್ವಾಮಿ ಸಲಹೆ ನೀಡಿದರು.: [1318, 990, 1488, 1066]
paragraph: ಕಲ್ಬುರ್ಗಿಯಲ್ಲಿ ಇಂದು ಸುದ್ದಿಗಾರರೊಂದಿಗೆ ಮಾತನಾಡಿದ ಅವರು, ರೈತರಿಗೆ ಪರಿಹಾರ ನೀಡಿ ಎಂದು ಒತ್ತಾಯಿಸಿದರು. ಒಬ್ಬರಿಗೆ 25 ಸಾವಿರ ರೂ. ಪರಿಹಾರ ನೀಡಬೇಕು ಎಂದು ಹೇಳಿದರು.: [588, 594, 941, 735]
lead-headline-line2: ಪ್ರಮುಖ ಉಚಿತ ಕೊಡುಗೆ ಜಾರಿ: [195, 188, 718, 248]
paragraph: ಜೈಲಿನಲ್ಲಿ ದಿಂಬು, ಹಾಸಿಗೆ ಮತ್ತು ಹೆಚ್ಚುವರಿ ಹೊದಿಕೆ ನೀಡುವಂತೆ ದರ್ಶನ್ ಪರ ವಕೀಲರು ಮನವಿ ಮಾಡಿದ್ದರು. ಜೈಲಿನ ಅಧಿಕಾರಿಗಳು ಈ ಬಗ್ಗೆ ತಕರಾರು ಸಲ್ಲಿಸಿದ್ದರು.: [590, 1407, 760, 1467]
paragraph: ಈ ಬಗ್ಗೆ ಸಾಮಾಜಿಕ ಜಾಲತಾಣ ಎಕ್ಸ್‌ನಲ್ಲಿ ಟ್ವೀಟ್ ಮಾಡಿರುವ ಅಶೋಕ್ ಅವರು, ಕಲ್ಯಾಣ ಕರ್ನಾಟಕ ಭಾಗದಲ್ಲಿ ಭೀಕರ ಪ್ರವಾಹ ಪರಿಸ್ಥಿತಿ ಉಂಟಾಗಿದ್ದು ಲಕ್ಷಾಂತರ ಜನರ ಬದುಕು ಬೀದಿಗೆ ಬಂದಿದೆ ಎಂದು ಹೇಳಿದ್ದಾರೆ.: [43, 1735, 214, 1811]
registration-dot: [1382, 1976, 1399, 1994]
paragraph: ನನ್ನ ಇಲಾಖೆಯ ಮೂಲಕ ರಾಜ್ಯಕ್ಕೆ ಬೇಕಾದ ಎಲ್ಲಾ ಸಹಕಾರ ನೀಡಲು ಸಿದ್ಧನಿದ್ದೇನೆ. ರಾಜ್ಯದ ಜನರ ಹಿತದೃಷ್ಟಿಯಿಂದ ಕೇಂದ್ರದೊಂದಿಗೆ ಸಮನ್ವಯ ಸಾಧಿಸಬೇಕು ಎಂದು ಹೇಳಿದರು.: [1138, 956, 1488, 1226]
darshan-portrait: [985, 1310, 1089, 1470]
lead-item-text: ಸುಮಾರು 10 ಮಿಲಿಯನ್ ಮಕ್ಕಳು ಗರ್ಭಕಂಠದ ಕ್ಯಾನ್ಸರ್ ವಿರುದ್ಧ ಉಚಿತ ಲಸಿಕೆಗಳನ್ನು ಪಡೆಯುವ ಪ್ರಯೋಜನ ಪಡೆಯುತ್ತಾರೆ. ಮಹಿಳೆಯರಿಗೆ ಮತ್ತಷ್ಟು ಆರೋಗ್ಯ ಸುಧಾರಣಾ ಉಪಕ್ರಮ.: [225, 328, 578, 505]
paragraph: ಪವಿತ್ರಾಗೌಡ ಸೇರಿದಂತೆ ಇತರ ಆರೋಪಿಗಳ ಅರ್ಜಿ ವಿಚಾರಣೆಯನ್ನೂ ನ್ಯಾಯಾಲಯ ಮುಂದೂಡಿದೆ. ಪ್ರಕರಣದ ಮುಂದಿನ ವಿಚಾರಣೆಯನ್ನು ಅಕ್ಟೋಬರ್ 9ಕ್ಕೆ ನಿಗದಿಪಡಿಸಲಾಗಿದೆ.: [1313, 1522, 1484, 1598]
kharge-subhead: ಹಿಂದೂ ಸಮಾಜ ಒಡೆಯಲು ಸಮೀಕ್ಷೆ: [242, 628, 378, 643]
paragraph: ಚಿಕ್ಕಮಗಳೂರು, ಸೆ.30–ಅಕ್ರಮ ಆಸ್ತಿ ಪ್ರಕರಣದ ತನಿಖೆಯಲ್ಲಿ ಶೃಂಗೇರಿ ವಿಧಾನಸಭಾ ಕ್ಷೇತ್ರದ ಕಾಂಗ್ರೆಸ್ ಶಾಸಕ ಟಿ.ಡಿ. ರಾಜೇಗೌಡ ಮನೆ ಹಾಗೂ ಕಚೇರಿಗಳ ಮೇಲೆ ಲೋಕಾಯುಕ್ತ ಅಧಿಕಾರಿಗಳು ಇಂದು ಬೆಳಿಗ್ಗೆ ದಾಳಿ ನಡೆಸಿ ಶೋಧ ಕೈಗೊಂಡಿದ್ದಾರೆ.: [405, 1442, 577, 1533]
ashok-top: [43, 1570, 577, 1730]
paragraph: ಪವಿತ್ರಾಗೌಡ ಸೇರಿದಂತೆ ಇತರ ಆರೋಪಿಗಳ ಅರ್ಜಿ ವಿಚಾರಣೆಯನ್ನೂ ನ್ಯಾಯಾಲಯ ಮುಂದೂಡಿದೆ. ಪ್ರಕರಣದ ಮುಂದಿನ ವಿಚಾರಣೆಯನ್ನು ಅಕ್ಟೋಬರ್ 9ಕ್ಕೆ ನಿಗದಿಪಡಿಸಲಾಗಿದೆ.: [1133, 1491, 1303, 1567]
registration-marks-right: [1359, 1976, 1488, 1994]
paragraph: ಜಾತಿ ಸಮೀಕ್ಷೆ ಕುರಿತು ಪ್ರಶ್ನೆಗೆ ಉತ್ತರಿಸಿದ ಅವರು ಹಿಂದೂ ಸಮಾಜವನ್ನು ಒಡೆಯುವ ಉದ್ದೇಶದಿಂದ ಈ ಸಮೀಕ್ಷೆ ನಡೆಸಲಾಗುತ್ತಿದೆ. ಕೇಂದ್ರ ಸರ್ಕಾರದ ಜಾತಿ ಸಮೀಕ್ಷೆ ನಡೆಯುತ್ತಿರುವಾಗ ರಾಜ್ಯ ಸರ್ಕಾರ ಹೊಸ ಸಮೀಕ್ಷೆ ಮಾಡುವ ಅಗತ್ಯವೇನಿತ್ತು ಎಂದು ಪ್ರಶ್ನಿಸಿದರು.: [769, 628, 941, 735]
lead-item-title: 10. ಉಚಿತ ಕೊಡುಗೆಗಳ 10 ಪ್ರಯೋಜನಗಳು: [769, 377, 941, 407]
caption-line1: ನವರಾತ್ರಿಯ ಒಂಬತ್ತನೇ ದಿನವಾದ ಇಂದು ಬೆಂಗಳೂರಿನ ಬನಶಂಕರಿದೇವಿ: [1058, 857, 1388, 875]
paragraph: ನನ್ನ ಇಲಾಖೆಯ ಮೂಲಕ ರಾಜ್ಯಕ್ಕೆ ಬೇಕಾದ ಎಲ್ಲಾ ಸಹಕಾರ ನೀಡಲು ಸಿದ್ಧನಿದ್ದೇನೆ. ರಾಜ್ಯದ ಜನರ ಹಿತದೃಷ್ಟಿಯಿಂದ ಕೇಂದ್ರದೊಂದಿಗೆ ಸಮನ್ವಯ ಸಾಧಿಸಬೇಕು ಎಂದು ಹೇಳಿದರು.: [1318, 1136, 1488, 1196]
photo-caption: [958, 855, 1488, 897]
paragraph: ಜೈಲು ಅಧಿಕಾರಿಗಳ ಪರ ವಕೀಲರು ನಿಯಮಾವಳಿಯ ಪ್ರಕಾರ ಎಲ್ಲಾ ಕೈದಿಗಳಿಗೆ ಸಮಾನ ಸೌಲಭ್ಯ ನೀಡಲಾಗುತ್ತಿದೆ ಎಂದು ವಾದಿಸಿದರು. ಉಭಯ ಪಕ್ಷಗಳ ವಾದ ಆಲಿಸಿದ ನ್ಯಾಯಾಧೀಶರು ಆದೇಶವನ್ನು ಕಾಯ್ದಿರಿಸಿದರು.: [590, 1473, 760, 1548]
paragraph: ಜೈಲಿನಲ್ಲಿ ದಿಂಬು, ಹಾಸಿಗೆ ಮತ್ತು ಹೆಚ್ಚುವರಿ ಹೊದಿಕೆ ನೀಡುವಂತೆ ದರ್ಶನ್ ಪರ ವಕೀಲರು ಮನವಿ ಮಾಡಿದ್ದರು. ಜೈಲಿನ ಅಧಿಕಾರಿಗಳು ಈ ಬಗ್ಗೆ ತಕರಾರು ಸಲ್ಲಿಸಿದ್ದರು.: [1313, 1376, 1484, 1436]
logo-right: ವಾಣಿ: [726, 92, 750, 107]
lead-items: [43, 327, 941, 535]
lead-number: 10: [43, 110, 185, 268]
